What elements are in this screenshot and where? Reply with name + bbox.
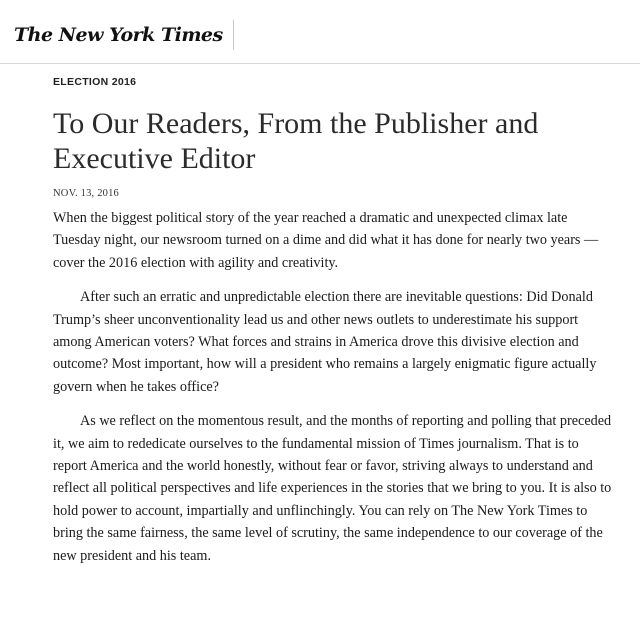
section-kicker[interactable]: ELECTION 2016 xyxy=(53,76,137,88)
article-headline: To Our Readers, From the Publisher and Executive Editor xyxy=(53,107,539,175)
article-paragraph: After such an erratic and unpredictable election there are inevitable questions: Did Donald Trump’s sheer unconventionality lead us and other news outlets to underestimate his support among American voters? What forces and strains in America drove this divisive election and outcome? Most important, how will a president who remains a largely enigmatic figure actually govern when he takes office? xyxy=(53,289,597,395)
article-body xyxy=(53,207,613,579)
article-paragraph: When the biggest political story of the year reached a dramatic and unexpected climax late Tuesday night, our newsroom turned on a dime and did what it has done for nearly two years — cover the 2016 election with agility and creativity. xyxy=(53,210,599,271)
masthead xyxy=(14,18,234,52)
article-dateline: NOV. 13, 2016 xyxy=(53,188,119,199)
article-paragraph: As we reflect on the momentous result, and the months of reporting and polling that preceded it, we aim to rededicate ourselves to the fundamental mission of Times journalism. That is to report America and the world honestly, without fear or favor, striving always to understand and reflect all political perspectives and life experiences in the stories that we bring to you. It is also to hold power to account, impartially and unflinchingly. You can rely on The New York Times to bring the same fairness, the same level of scrutiny, the same independence to our coverage of the new president and his team. xyxy=(53,413,612,564)
nyt-logo[interactable]: The New York Times xyxy=(14,23,223,46)
header-rule xyxy=(0,63,640,64)
masthead-divider xyxy=(233,20,234,50)
